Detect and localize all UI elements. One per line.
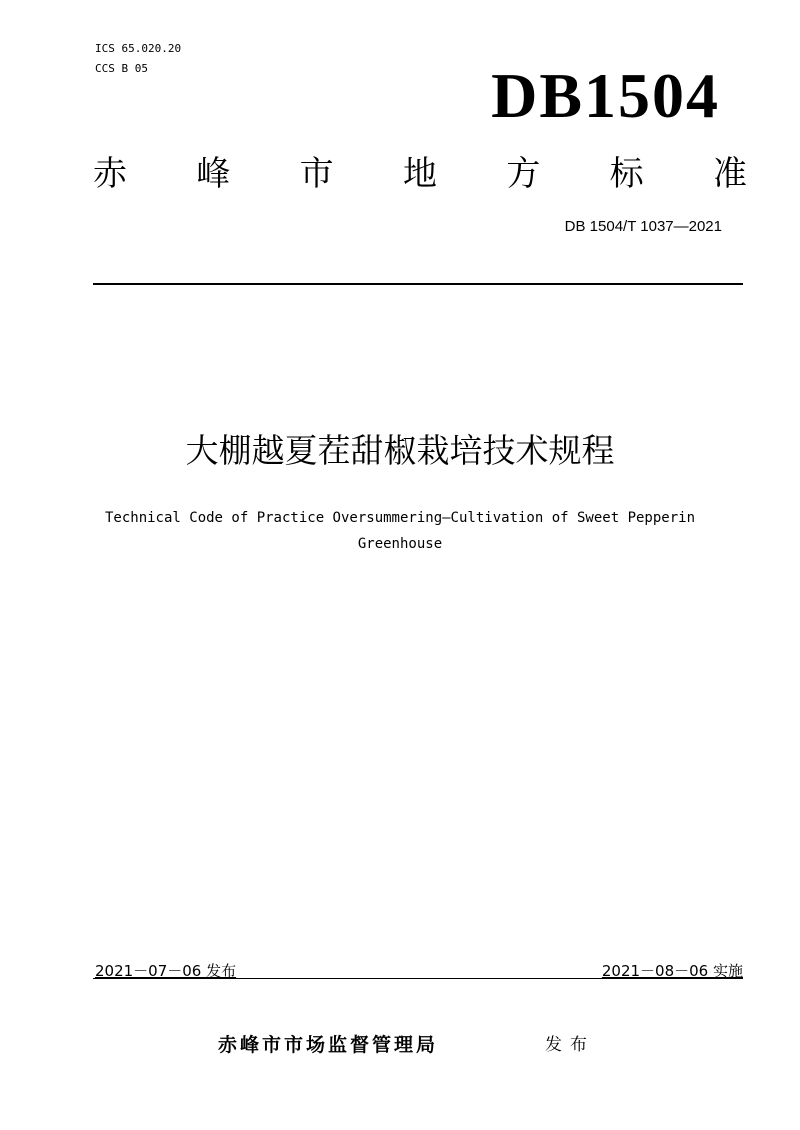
bottom-divider xyxy=(93,978,743,979)
standard-type-char: 标 xyxy=(609,154,644,194)
standard-type-char: 地 xyxy=(402,154,437,194)
standard-type-char: 准 xyxy=(712,154,747,194)
ccs-classification: CCS B 05 xyxy=(95,62,148,75)
standard-type-char: 方 xyxy=(506,154,541,194)
standard-code: DB1504 xyxy=(491,60,720,131)
top-divider xyxy=(93,283,743,285)
standard-type-char: 市 xyxy=(299,154,334,194)
english-title-line: Technical Code of Practice Oversummering—Cultivation of Sweet Pepperin xyxy=(104,510,695,526)
standard-type-char: 赤 xyxy=(93,154,127,194)
issuer-action: 发布 xyxy=(545,1035,595,1055)
implement-date: 2021－08－06 实施 xyxy=(601,962,743,980)
document-title-english xyxy=(40,505,760,557)
standard-number: DB 1504/T 1037—2021 xyxy=(564,218,722,235)
publish-date: 2021－07－06 发布 xyxy=(95,962,237,980)
standard-type-char: 峰 xyxy=(196,154,231,194)
standard-type-heading xyxy=(93,152,747,196)
document-title-chinese: 大棚越夏茬甜椒栽培技术规程 xyxy=(185,431,615,470)
issuer-organization: 赤峰市市场监督管理局 xyxy=(218,1034,439,1056)
english-title-line: Greenhouse xyxy=(357,536,443,552)
ics-classification: ICS 65.020.20 xyxy=(95,42,182,55)
